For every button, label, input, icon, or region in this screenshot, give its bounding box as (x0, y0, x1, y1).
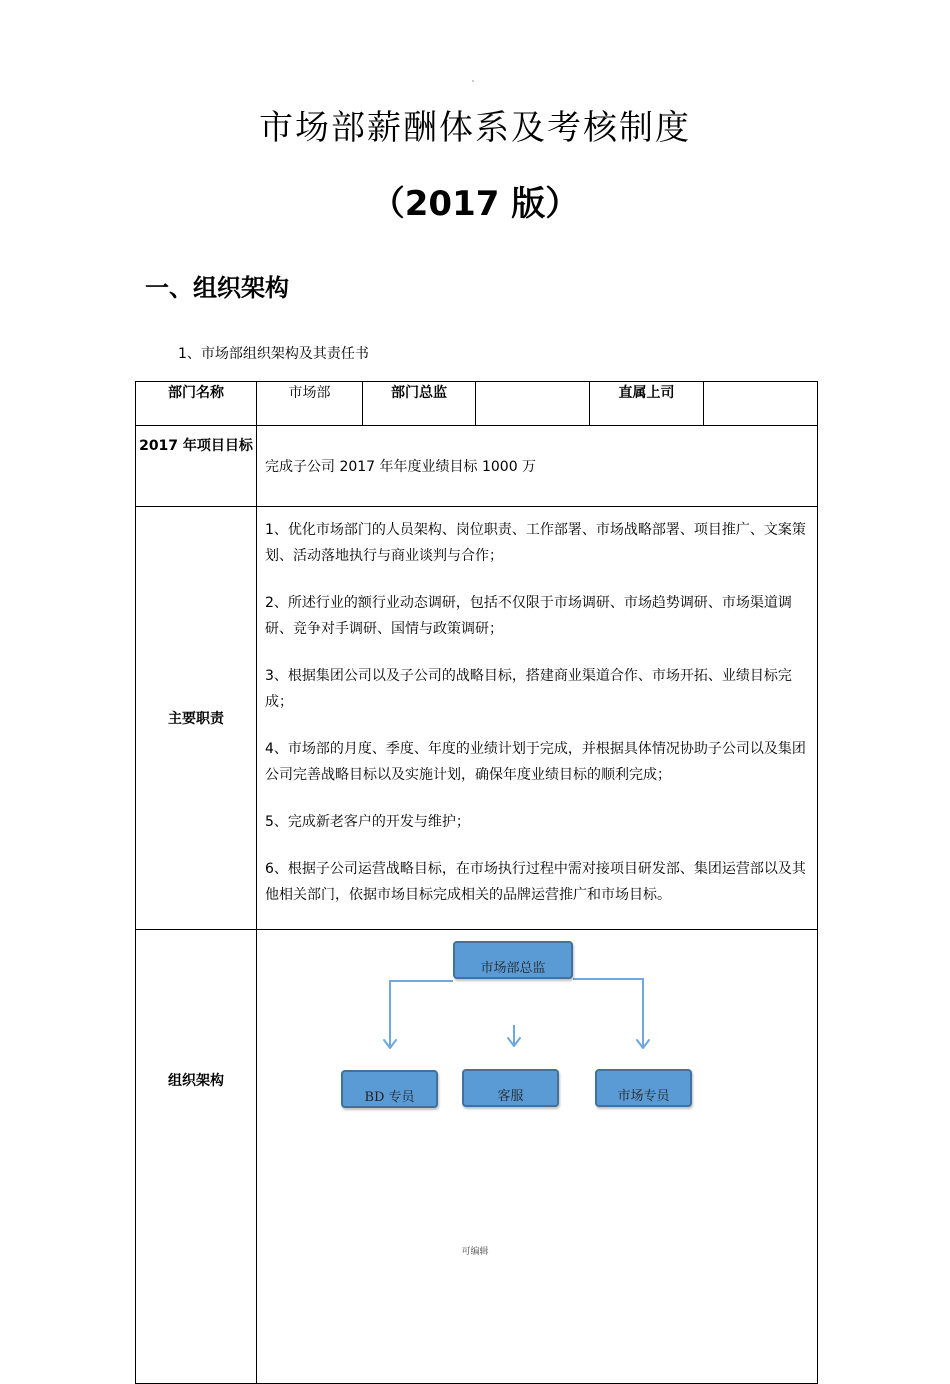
org-chart-cell (257, 930, 818, 1384)
org-node-bd (341, 1070, 438, 1108)
header-dot (472, 80, 474, 82)
responsibility-item: 5、完成新老客户的开发与维护； (265, 814, 470, 830)
subsection-heading: 1、市场部组织架构及其责任书 (178, 346, 369, 362)
document-title: 市场部薪酬体系及考核制度 (259, 108, 691, 148)
table-row-org (136, 930, 818, 1384)
org-node-bd-label: BD 专员 (364, 1089, 415, 1105)
responsibility-table (135, 381, 818, 1384)
connector-right (573, 979, 643, 1048)
dept-name-label: 部门名称 (136, 382, 257, 426)
connector-left (390, 981, 453, 1048)
responsibilities-label: 主要职责 (136, 507, 257, 930)
org-node-marketing (595, 1069, 692, 1107)
org-node-director-label: 市场部总监 (480, 960, 546, 976)
document-version: （2017 版） (370, 184, 580, 224)
org-node-service (462, 1069, 559, 1107)
responsibilities-list (257, 507, 818, 930)
table-row-header (136, 382, 818, 426)
responsibility-item: 6、根据子公司运营战略目标，在市场执行过程中需对接项目研发部、集团运营部以及其他相关部门，依据市场目标完成相关的品牌运营推广和市场目标。 (265, 861, 806, 903)
responsibility-item: 3、根据集团公司以及子公司的战略目标，搭建商业渠道合作、市场开拓、业绩目标完成； (265, 668, 792, 710)
responsibility-item: 2、所述行业的额行业动态调研，包括不仅限于市场调研、市场趋势调研、市场渠道调研、竞争对手调研、国情与政策调研； (265, 595, 792, 637)
table-row-goal (136, 426, 818, 507)
responsibility-item: 4、市场部的月度、季度、年度的业绩计划于完成，并根据具体情况协助子公司以及集团公司完善战略目标以及实施计划，确保年度业绩目标的顺利完成； (265, 741, 806, 783)
footer-text: 可编辑 (461, 1247, 489, 1257)
org-node-director (453, 941, 573, 979)
goal-value: 完成子公司 2017 年年度业绩目标 1000 万 (257, 426, 818, 507)
goal-label: 2017 年项目目标 (136, 426, 257, 507)
dept-name-value: 市场部 (257, 382, 363, 426)
supervisor-label: 直属上司 (590, 382, 704, 426)
director-value (476, 382, 590, 426)
org-node-service-label: 客服 (497, 1088, 524, 1104)
org-chart (257, 930, 816, 1243)
table-row-responsibilities (136, 507, 818, 930)
org-label: 组织架构 (136, 930, 257, 1384)
org-node-marketing-label: 市场专员 (617, 1088, 670, 1104)
director-label: 部门总监 (363, 382, 476, 426)
supervisor-value (704, 382, 818, 426)
section-heading: 一、组织架构 (145, 274, 289, 302)
responsibility-item: 1、优化市场部门的人员架构、岗位职责、工作部署、市场战略部署、项目推广、文案策划、活动落地执行与商业谈判与合作； (265, 522, 806, 564)
